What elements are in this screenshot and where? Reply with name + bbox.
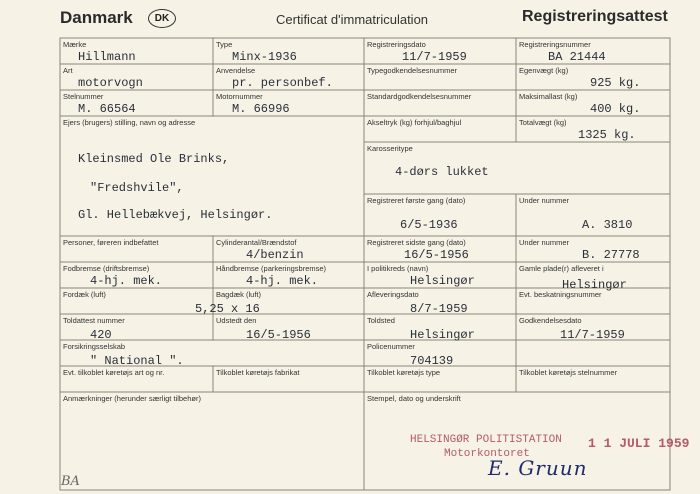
label-gamleplader: Gamle plade(r) afleveret i [519, 264, 604, 273]
label-tilk-art: Evt. tilkoblet køretøjs art og nr. [63, 368, 165, 377]
value-cylinder: 4/benzin [246, 248, 304, 262]
label-regdato: Registreringsdato [367, 40, 426, 49]
value-toldattest: 420 [90, 328, 112, 342]
label-egenvaegt: Egenvægt (kg) [519, 66, 569, 75]
label-type: Type [216, 40, 233, 49]
country-badge: DK [148, 9, 176, 28]
value-type: Minx-1936 [232, 50, 297, 64]
label-toldsted: Toldsted [367, 316, 395, 325]
value-stelnr: M. 66564 [78, 102, 136, 116]
value-maksilast: 400 kg. [590, 102, 641, 116]
owner-line-3: Gl. Hellebækvej, Helsingør. [78, 208, 273, 222]
owner-line-1: Kleinsmed Ole Brinks, [78, 152, 230, 166]
police-stamp-line1: HELSINGØR POLITISTATION [410, 434, 562, 446]
label-motornr: Motornummer [216, 92, 263, 101]
label-stempel: Stempel, dato og underskrift [367, 394, 461, 403]
label-aflevering: Afleveringsdato [367, 290, 419, 299]
value-udstedt: 16/5-1956 [246, 328, 311, 342]
label-ejer: Ejers (brugers) stilling, navn og adresse [63, 118, 196, 127]
label-politikreds: I politikreds (navn) [367, 264, 429, 273]
label-karosseri: Karosseritype [367, 144, 413, 153]
value-aflevering: 8/7-1959 [410, 302, 468, 316]
stamp-date: 1 1 JULI 1959 [588, 436, 690, 451]
owner-line-2: "Fredshvile", [90, 181, 184, 195]
value-politikreds: Helsingør [410, 274, 475, 288]
label-forsikring: Forsikringsselskab [63, 342, 126, 351]
label-beskatning: Evt. beskatningsnummer [519, 290, 602, 299]
value-godkdato: 11/7-1959 [560, 328, 625, 342]
country-title: Danmark [60, 8, 133, 27]
value-art: motorvogn [78, 76, 143, 90]
label-art: Art [63, 66, 73, 75]
value-undernr1: A. 3810 [582, 218, 633, 232]
value-regnr: BA 21444 [548, 50, 606, 64]
value-forsikring: " National ". [90, 354, 184, 368]
label-udstedt: Udstedt den [216, 316, 257, 325]
label-stelnr: Stelnummer [63, 92, 104, 101]
value-karosseri: 4-dørs lukket [395, 165, 489, 179]
label-tilk-type: Tilkoblet køretøjs type [367, 368, 441, 377]
value-anvendelse: pr. personbef. [232, 76, 333, 90]
registration-title: Registreringsattest [522, 8, 668, 25]
label-cylinder: Cylinderantal/Brændstof [216, 238, 297, 247]
label-standardgodk: Standardgodkendelsesnummer [367, 92, 472, 101]
label-toldattest: Toldattest nummer [63, 316, 125, 325]
label-sidstegang: Registreret sidste gang (dato) [367, 238, 466, 247]
value-undernr2: B. 27778 [582, 248, 640, 262]
label-anvendelse: Anvendelse [216, 66, 256, 75]
label-maksilast: Maksimallast (kg) [519, 92, 578, 101]
label-anmaerk: Anmærkninger (herunder særligt tilbehør) [63, 394, 201, 403]
label-forstegang: Registreret første gang (dato) [367, 196, 466, 205]
value-totalvaegt: 1325 kg. [578, 128, 636, 142]
value-haandbremse: 4-hj. mek. [246, 274, 319, 288]
signature: E. Gruun [488, 456, 588, 480]
value-forstegang: 6/5-1936 [400, 218, 458, 232]
police-stamp-line2: Motorkontoret [444, 448, 530, 460]
certificate-title: Certificat d'immatriculation [276, 12, 429, 27]
label-regnr: Registreringsnummer [519, 40, 591, 49]
label-haandbremse: Håndbremse (parkeringsbremse) [216, 264, 327, 273]
value-bagdaek: 5,25 x 16 [195, 302, 260, 316]
value-egenvaegt: 925 kg. [590, 76, 641, 90]
value-police: 704139 [410, 354, 454, 368]
label-maerke: Mærke [63, 40, 87, 49]
label-godkdato: Godkendelsesdato [519, 316, 582, 325]
label-tilk-fabrikat: Tilkoblet køretøjs fabrikat [216, 368, 300, 377]
label-personer: Personer, føreren indbefattet [63, 238, 159, 247]
value-fodbremse: 4-hj. mek. [90, 274, 163, 288]
value-regdato: 11/7-1959 [402, 50, 467, 64]
corner-mark: BA [61, 474, 80, 489]
value-sidstegang: 16/5-1956 [404, 248, 469, 262]
label-totalvaegt: Totalvægt (kg) [519, 118, 567, 127]
label-bagdaek: Bagdæk (luft) [216, 290, 262, 299]
value-gamleplader: Helsingør [562, 278, 627, 292]
label-typegodk: Typegodkendelsesnummer [367, 66, 458, 75]
label-fordaek: Fordæk (luft) [63, 290, 106, 299]
value-maerke: Hillmann [78, 50, 136, 64]
value-toldsted: Helsingør [410, 328, 475, 342]
label-undernr2: Under nummer [519, 238, 570, 247]
label-akseltryk: Akseltryk (kg) forhjul/baghjul [367, 118, 462, 127]
label-fodbremse: Fodbremse (driftsbremse) [63, 264, 150, 273]
label-police: Policenummer [367, 342, 415, 351]
label-undernr1: Under nummer [519, 196, 570, 205]
value-motornr: M. 66996 [232, 102, 290, 116]
label-tilk-stel: Tilkoblet køretøjs stelnummer [519, 368, 618, 377]
